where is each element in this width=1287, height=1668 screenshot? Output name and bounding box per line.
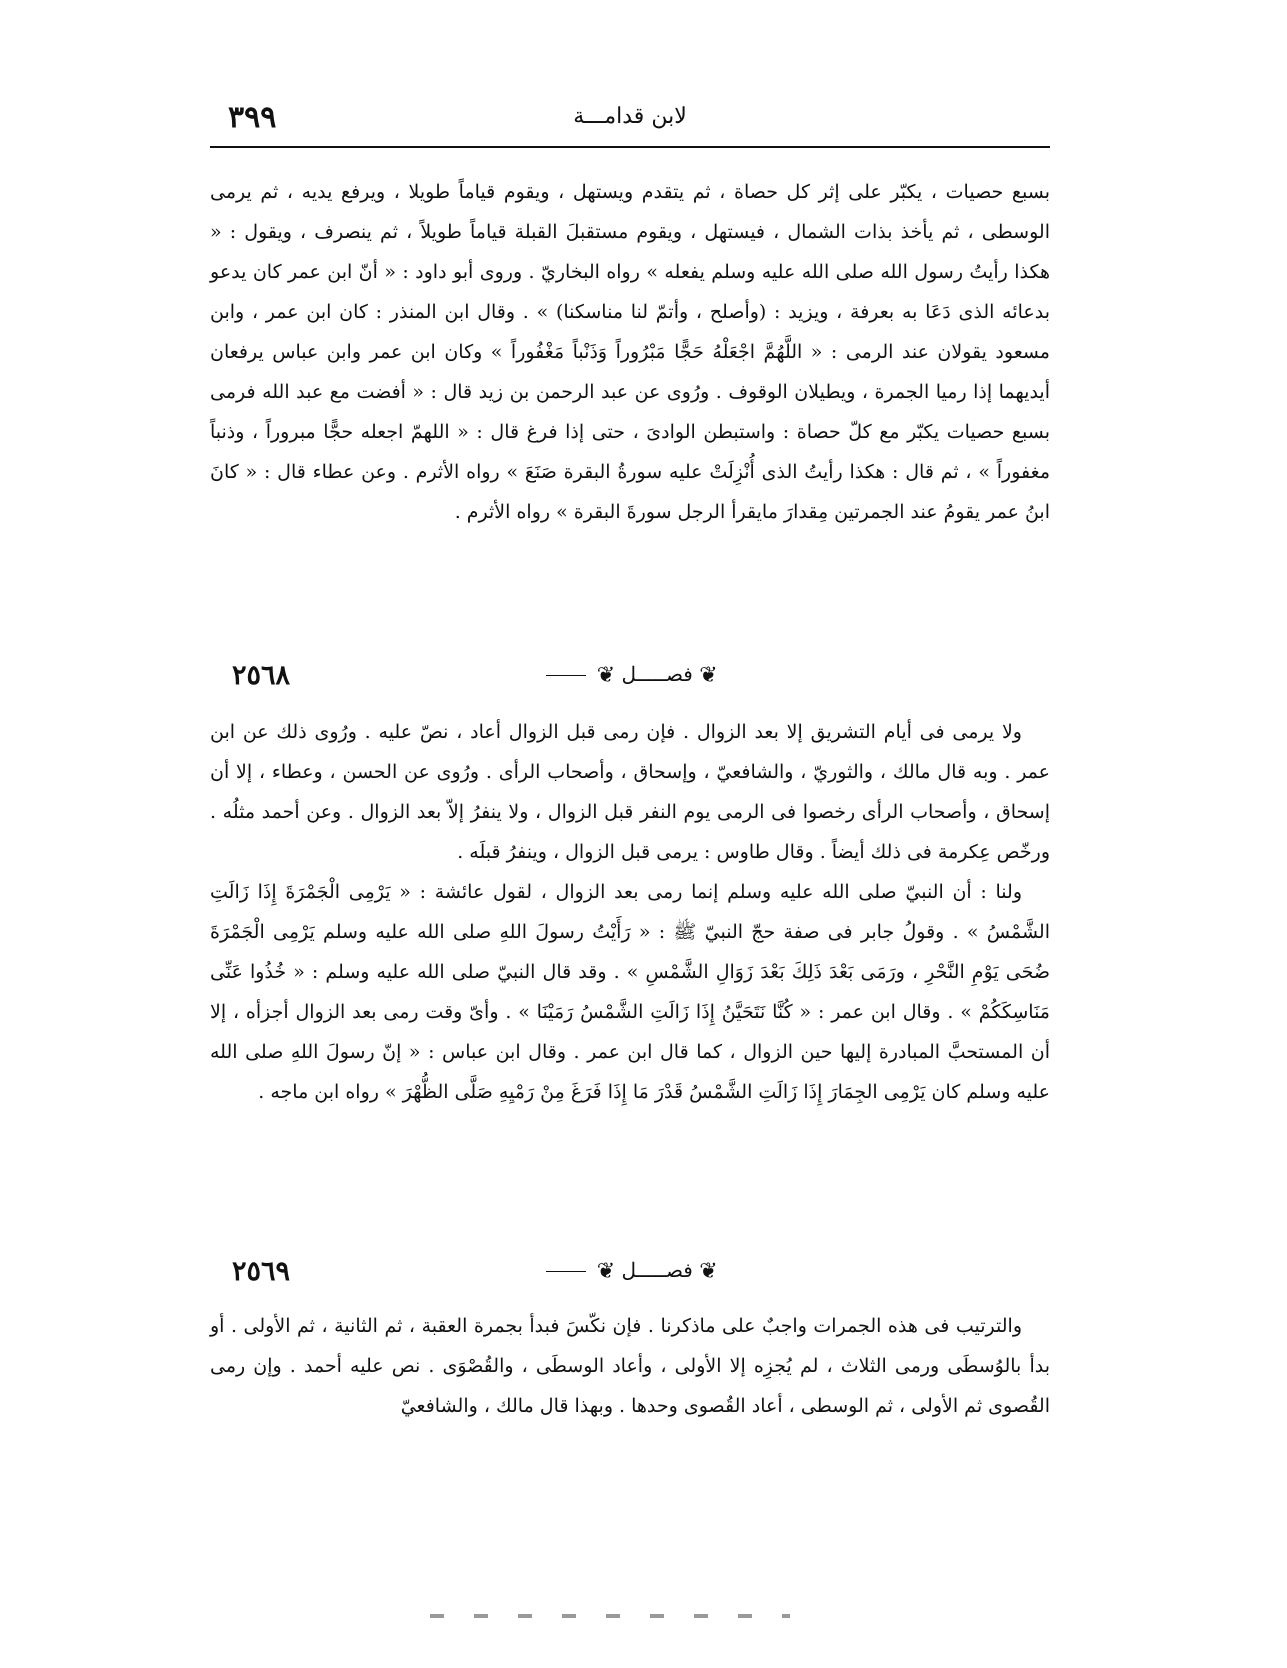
heading-text: فصـــــل (621, 1258, 693, 1282)
paragraph: ولا يرمى فى أيام التشريق إلا بعد الزوال . فإن رمى قبل الزوال أعاد ، نصّ عليه . ورُوى ذلك عن ابن عمر . وبه قال مالك ، والثوريّ ، والشافعيّ ، وإسحاق ، وأصحاب الرأى . ورُوى عن الحسن ، وعطاء ، إلا أن إسحاق ، وأصحاب الرأى رخصوا فى الرمى يوم النفر قبل الزوال ، ولا ينفرُ إلاّ بعد الزوال . وعن أحمد مثلُه . ورخّص عِكرمة فى ذلك أيضاً . وقال طاوس : يرمى قبل الزوال ، وينفرُ قبلَه . (210, 721, 1050, 863)
heading-rule (546, 675, 586, 676)
section-2568-text (210, 712, 1050, 1112)
ornament-icon: ❦ (596, 663, 616, 688)
fasl-heading (500, 662, 760, 688)
page-header (210, 100, 1050, 148)
section-number: ٢٥٦٨ (232, 660, 291, 691)
section-number: ٢٥٦٩ (232, 1256, 291, 1287)
ornament-icon: ❦ (699, 663, 718, 688)
running-title: لابن قدامـــة (573, 104, 687, 129)
section-2569-text (210, 1306, 1050, 1426)
ornament-icon: ❦ (699, 1259, 718, 1284)
footer-rule (430, 1614, 790, 1618)
heading-text: فصـــــل (621, 662, 693, 686)
paragraph: بسبع حصيات ، يكبّر على إثر كل حصاة ، ثم يتقدم ويستهل ، ويقوم قياماً طويلا ، ويرفع يديه ، ثم يرمى الوسطى ، ثم يأخذ بذات الشمال ، فيستهل ، ويقوم مستقبلَ القبلة قياماً طويلاً ، ثم ينصرف ، ويقول : « هكذا رأيتُ رسول الله صلى الله عليه وسلم يفعله » رواه البخاريّ . وروى أبو داود : « أنّ ابن عمر كان يدعو بدعائه الذى دَعَا به بعرفة ، ويزيد : (وأصلح ، وأتمّ لنا مناسكنا) » . وقال ابن المنذر : كان ابن عمر ، وابن مسعود يقولان عند الرمى : « اللَّهُمَّ اجْعَلْهُ حَجًّا مَبْرُوراً وَذَنْباً مَغْفُوراً » وكان ابن عمر وابن عباس يرفعان أيديهما إذا رميا الجمرة ، ويطيلان الوقوف . ورُوى عن عبد الرحمن بن زيد قال : « أفضت مع عبد الله فرمى بسبع حصيات يكبّر مع كلّ حصاة : واستبطن الوادىَ ، حتى إذا فرغ قال : « اللهمّ اجعله حجًّا مبروراً ، وذنباً مغفوراً » ، ثم قال : هكذا رأيتُ الذى أُنْزِلَتْ عليه سورةُ البقرة صَنَعَ » رواه الأثرم . وعن عطاء قال : « كانَ ابنُ عمر يقومُ عند الجمرتين مِقدارَ مايقرأ الرجل سورةَ البقرة » رواه الأثرم . (210, 181, 1051, 523)
opening-text (210, 172, 1050, 532)
fasl-heading (500, 1258, 760, 1284)
paragraph: ولنا : أن النبيّ صلى الله عليه وسلم إنما رمى بعد الزوال ، لقول عائشة : « يَرْمِى الْجَمْرَةَ إِذَا زَالَتِ الشَّمْسُ » . وقولُ جابر فى صفة حجّ النبيّ ﷺ : « رَأَيْتُ رسولَ اللهِ صلى الله عليه وسلم يَرْمِى الْجَمْرَةَ ضُحَى يَوْمِ النَّحْرِ ، ورَمَى بَعْدَ ذَلِكَ بَعْدَ زَوَالِ الشَّمْسِ » . وقد قال النبيّ صلى الله عليه وسلم : « خُذُوا عَنِّى مَنَاسِكَكُمْ » . وقال ابن عمر : « كُنَّا نَتَحَيَّنُ إِذَا زَالَتِ الشَّمْسُ رَمَيْنَا » . وأىّ وقت رمى بعد الزوال أجزأه ، إلا أن المستحبَّ المبادرة إليها حين الزوال ، كما قال ابن عمر . وقال ابن عباس : « إنّ رسولَ اللهِ صلى الله عليه وسلم كان يَرْمِى الجِمَارَ إِذَا زَالَتِ الشَّمْسُ قَدْرَ مَا إِذَا فَرَغَ مِنْ رَمْيِهِ صَلَّى الظُّهْرَ » رواه ابن ماجه . (210, 881, 1050, 1103)
paragraph: والترتيب فى هذه الجمرات واجبٌ على ماذكرنا . فإن نكّسَ فبدأ بجمرة العقبة ، ثم الثانية ، ثم الأولى . أو بدأ بالوُسطَى ورمى الثلاث ، لم يُجزِه إلا الأولى ، وأعاد الوسطَى ، والقُصْوَى . نص عليه أحمد . وإن رمى القُصوى ثم الأولى ، ثم الوسطى ، أعاد القُصوى وحدها . وبهذا قال مالك ، والشافعيّ (210, 1315, 1050, 1417)
section-heading (210, 1256, 1050, 1296)
page-number: ٣٩٩ (228, 100, 277, 135)
ornament-icon: ❦ (596, 1259, 616, 1284)
section-heading (210, 660, 1050, 700)
heading-rule (546, 1271, 586, 1272)
